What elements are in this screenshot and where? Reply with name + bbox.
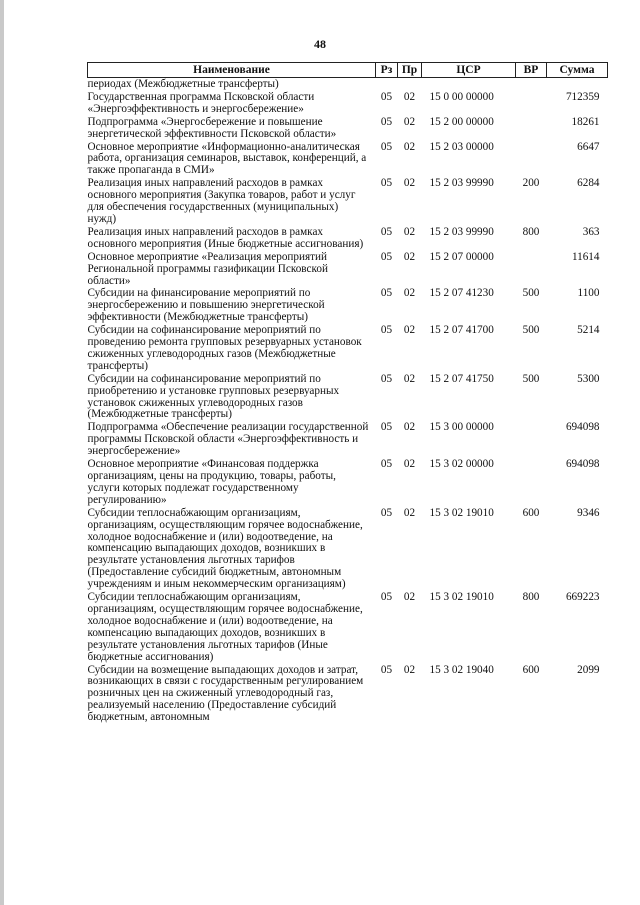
table-row	[88, 251, 608, 288]
row-name: Основное мероприятие «Информационно-аналитическая работа, организация семинаров, выставок, конференций, а также пропаганда в СМИ»	[87, 140, 367, 177]
column-header-pr: Пр	[398, 63, 422, 78]
row-rz: 05	[380, 591, 393, 604]
row-sum: 11614	[571, 250, 600, 263]
row-csr: 15 2 00 00000	[429, 115, 494, 128]
row-name: Субсидии теплоснабжающим организациям, организациям, осуществляющим горячее водоснабжение, холодное водоснабжение и (или) водоотведение, на компенсацию выпадающих доходов, возникших в результате установления льготных тарифов (Иные бюджетные ассигнования)	[87, 591, 363, 663]
page-number: 48	[314, 37, 326, 51]
table-row	[88, 91, 608, 116]
row-sum: 694098	[565, 421, 600, 434]
row-name: Государственная программа Псковской области «Энергоэффективность и энергосбережение»	[87, 90, 315, 115]
row-vr: 600	[522, 663, 540, 676]
table-row	[88, 141, 608, 178]
row-vr	[516, 251, 547, 288]
row-pr: 02	[403, 90, 416, 103]
row-pr: 02	[403, 250, 416, 263]
table-row	[88, 287, 608, 324]
row-vr	[516, 458, 547, 507]
row-csr: 15 0 00 00000	[429, 90, 494, 103]
row-csr: 15 2 07 41230	[429, 287, 494, 300]
column-header-csr: ЦСР	[422, 63, 516, 78]
column-header-rz: Рз	[376, 63, 398, 78]
row-sum: 18261	[571, 115, 600, 128]
row-vr: 500	[522, 324, 540, 337]
row-rz: 05	[380, 372, 393, 385]
table-row	[88, 226, 608, 251]
row-sum: 694098	[565, 458, 600, 471]
row-rz: 05	[380, 250, 393, 263]
table-row	[88, 591, 608, 663]
row-name: Реализация иных направлений расходов в рамках основного мероприятия (Иные бюджетные ассигнования)	[87, 225, 364, 250]
table-row	[88, 664, 608, 725]
table-row	[88, 458, 608, 507]
row-name: Субсидии на софинансирование мероприятий по проведению ремонта групповых резервуарных установок сжиженных углеводородных газов (Межбюджетные трансферты)	[87, 324, 362, 372]
row-rz: 05	[380, 225, 393, 238]
row-rz: 05	[380, 177, 393, 190]
row-pr: 02	[403, 372, 416, 385]
row-pr: 02	[403, 225, 416, 238]
row-name: периодах (Межбюджетные трансферты)	[87, 78, 279, 90]
row-vr: 800	[522, 225, 540, 238]
row-pr: 02	[403, 458, 416, 471]
row-vr	[516, 421, 547, 458]
row-sum: 5214	[577, 324, 600, 337]
row-sum: 2099	[577, 663, 600, 676]
row-vr: 200	[522, 177, 540, 190]
row-rz: 05	[380, 140, 393, 153]
row-name: Реализация иных направлений расходов в рамках основного мероприятия (Закупка товаров, работ и услуг для обеспечения государственных (муниципальных) нужд)	[87, 177, 356, 225]
row-sum: 6284	[577, 177, 600, 190]
table-row	[88, 507, 608, 591]
row-rz: 05	[380, 506, 393, 519]
table-row	[88, 373, 608, 422]
row-name: Подпрограмма «Обеспечение реализации государственной программы Псковской области «Энергоэффективность и энергосбережение»	[87, 421, 369, 458]
row-pr: 02	[403, 421, 416, 434]
row-name: Субсидии на возмещение выпадающих доходов и затрат, возникающих в связи с государственным регулированием розничных цен на сжиженный углеводородный газ, реализуемый населению (Предоставление субсидий бюджетным, автономным	[87, 663, 364, 724]
row-name: Субсидии на финансирование мероприятий по энергосбережению и повышению энергетической эффективности (Межбюджетные трансферты)	[87, 287, 325, 324]
row-sum: 6647	[577, 140, 600, 153]
row-pr: 02	[403, 591, 416, 604]
row-csr: 15 2 03 99990	[429, 225, 494, 238]
row-name: Основное мероприятие «Финансовая поддержка организациям, цены на продукцию, товары, работы, услуги которых подлежат государственному регулированию»	[87, 458, 336, 506]
row-sum: 712359	[565, 90, 600, 103]
row-pr: 02	[403, 177, 416, 190]
row-sum: 669223	[565, 591, 600, 604]
row-sum: 363	[582, 225, 600, 238]
row-rz: 05	[380, 287, 393, 300]
row-csr: 15 2 03 00000	[429, 140, 494, 153]
row-pr: 02	[403, 287, 416, 300]
row-vr	[516, 141, 547, 178]
row-csr: 15 2 07 41750	[429, 372, 494, 385]
row-pr: 02	[403, 506, 416, 519]
row-name: Субсидии теплоснабжающим организациям, организациям, осуществляющим горячее водоснабжение, холодное водоснабжение и (или) водоотведение, на компенсацию выпадающих доходов, возникших в результате установления льготных тарифов (Предоставление субсидий бюджетным, автономным учреждениям и иным некоммерческим организациям)	[87, 506, 363, 591]
table-row	[88, 78, 608, 91]
row-rz: 05	[380, 115, 393, 128]
row-rz: 05	[380, 663, 393, 676]
row-csr: 15 2 07 41700	[429, 324, 494, 337]
row-vr: 500	[522, 372, 540, 385]
row-vr	[516, 116, 547, 141]
column-header-vr: ВР	[516, 63, 547, 78]
budget-table	[87, 62, 608, 724]
row-csr: 15 2 07 00000	[429, 250, 494, 263]
row-vr: 800	[522, 591, 540, 604]
row-rz: 05	[380, 90, 393, 103]
table-header-row	[88, 63, 608, 78]
row-pr	[398, 78, 422, 91]
table-row	[88, 177, 608, 226]
table-body	[88, 78, 608, 725]
row-rz: 05	[380, 421, 393, 434]
row-name: Основное мероприятие «Реализация мероприятий Региональной программы газификации Псковской области»	[87, 250, 328, 287]
row-rz	[376, 78, 398, 91]
row-csr: 15 2 03 99990	[429, 177, 494, 190]
row-csr: 15 3 00 00000	[429, 421, 494, 434]
scan-edge	[0, 0, 4, 905]
row-rz: 05	[380, 324, 393, 337]
row-csr: 15 3 02 19040	[429, 663, 494, 676]
row-sum: 5300	[577, 372, 600, 385]
row-rz: 05	[380, 458, 393, 471]
row-sum: 1100	[577, 287, 600, 300]
row-vr	[516, 91, 547, 116]
row-vr: 500	[522, 287, 540, 300]
row-pr: 02	[403, 140, 416, 153]
row-pr: 02	[403, 324, 416, 337]
row-name: Подпрограмма «Энергосбережение и повышение энергетической эффективности Псковской области»	[87, 115, 337, 140]
table-row	[88, 421, 608, 458]
row-csr: 15 3 02 19010	[429, 591, 494, 604]
table-row	[88, 116, 608, 141]
row-vr: 600	[522, 506, 540, 519]
row-csr	[422, 78, 516, 91]
row-csr: 15 3 02 00000	[429, 458, 494, 471]
row-csr: 15 3 02 19010	[429, 506, 494, 519]
column-header-name: Наименование	[88, 63, 376, 78]
column-header-sum: Сумма	[547, 63, 608, 78]
row-vr	[516, 78, 547, 91]
row-sum: 9346	[577, 506, 600, 519]
row-name: Субсидии на софинансирование мероприятий по приобретению и установке групповых резервуарных установок сжиженных углеводородных газов (Межбюджетные трансферты)	[87, 372, 340, 421]
table-row	[88, 324, 608, 373]
row-sum	[547, 78, 608, 91]
row-pr: 02	[403, 115, 416, 128]
row-pr: 02	[403, 663, 416, 676]
